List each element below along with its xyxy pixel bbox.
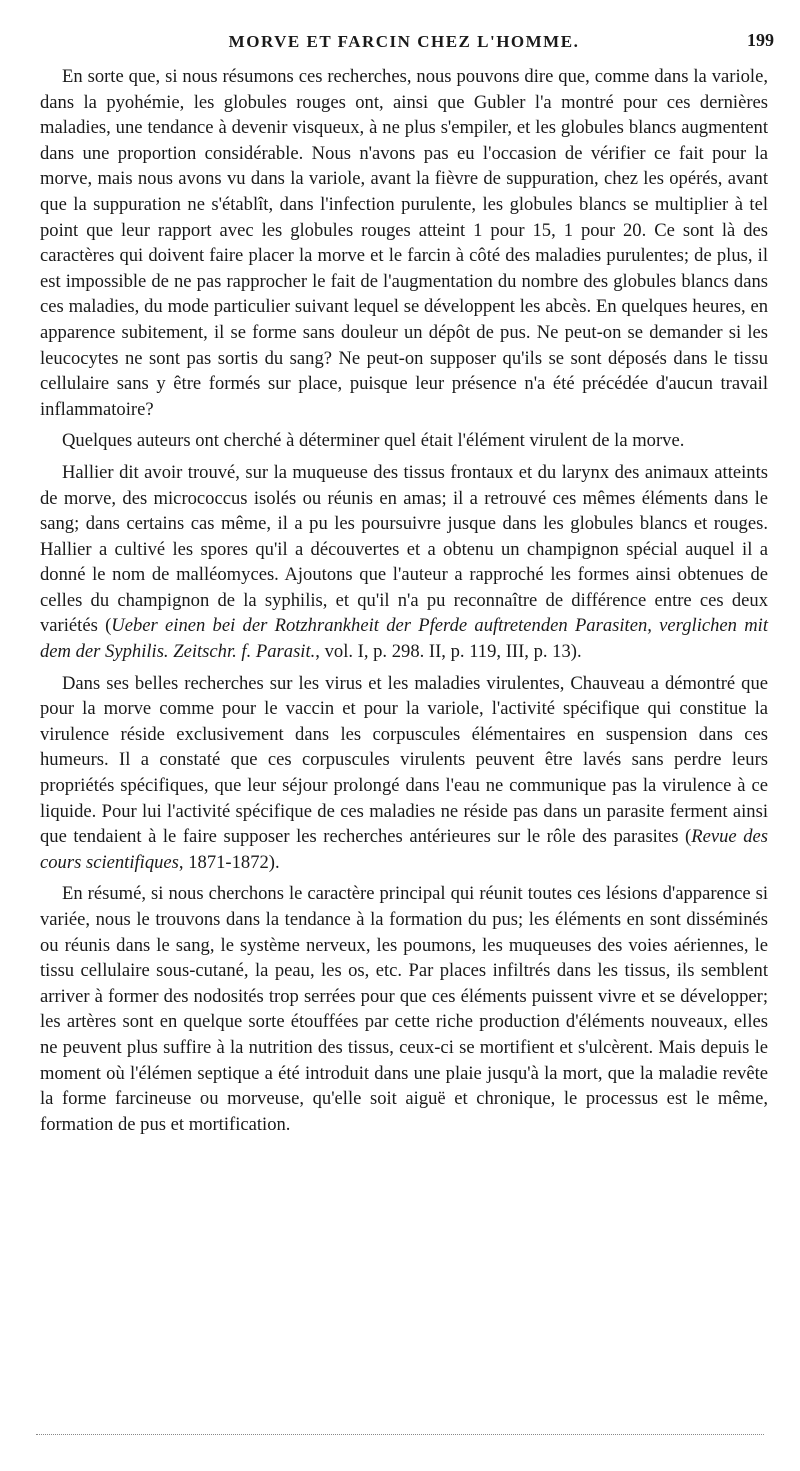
- page-number: 199: [747, 30, 774, 50]
- footer-rule: [36, 1434, 764, 1435]
- paragraph-4-citation: Revue des cours scientifiques: [40, 826, 768, 873]
- body-text: [40, 64, 768, 1137]
- paragraph-3-citation: Ueber einen bei der Rotzhrankheit der Pferde auftretenden Parasiten, verglichen mit dem der Syphilis. Zeitschr. f. Parasit.: [40, 615, 768, 663]
- running-title: MORVE ET FARCIN CHEZ L'HOMME.: [228, 32, 580, 51]
- paragraph-3-reference: , vol. I, p. 298. II, p. 119, III, p. 13).: [315, 641, 582, 663]
- paragraph-3: [40, 460, 768, 665]
- paragraph-3-text: Hallier dit avoir trouvé, sur la muqueuse des tissus frontaux et du larynx des animaux atteints de morve, des micrococcus isolés ou réunis en amas; il a retrouvé ces mêmes éléments dans le sang; dans certains cas même, il a pu les poursuivre jusque dans les globules blancs et rouges. Hallier a cultivé les spores qu'il a découvertes et a obtenu un champignon spécial auquel il a donné le nom de malléomyces. Ajoutons que l'auteur a rapproché les formes ainsi obtenues de celles du champignon de la syphilis, et qu'il n'a pu reconnaître de différence entre ces deux variétés (: [40, 461, 768, 637]
- paragraph-4-text: Dans ses belles recherches sur les virus et les maladies virulentes, Chauveau a démontré que pour la morve comme pour le vaccin et pour la variole, l'activité spécifique qui constitue la virulence réside exclusivement dans les corpuscules élémentaires en suspension dans ces humeurs. Il a constaté que ces corpuscules virulents peuvent être lavés sans perdre leurs propriétés spécifiques, que leur séjour prolongé dans l'eau ne communique pas la virulence à ce liquide. Pour lui l'activité spécifique de ces maladies ne réside pas dans un parasite ferment ainsi que tendaient à le faire supposer les recherches antérieures sur le rôle des parasites (: [40, 672, 768, 848]
- paragraph-1: En sorte que, si nous résumons ces recherches, nous pouvons dire que, comme dans la variole, dans la pyohémie, les globules rouges ont, ainsi que Gubler l'a montré pour ces dernières maladies, une tendance à devenir visqueux, à ne plus s'empiler, et les globules blancs augmentent dans une proportion considérable. Nous n'avons pas eu l'occasion de vérifier ce fait pour la morve, mais nous avons vu dans la variole, avant la fièvre de suppuration, chez les opérés, avant que la suppuration ne s'établît, dans l'infection purulente, les globules blancs se multiplier à tel point que leur rapport avec les globules rouges atteint 1 pour 15, 1 pour 20. Ce sont là des caractères qui doivent faire placer la morve et le farcin à côté des maladies purulentes; de plus, il est impossible de ne pas rapprocher le fait de l'augmentation du nombre des globules blancs dans ces maladies, du mode particulier suivant lequel se développent les abcès. En quelques heures, en apparence subitement, il se forme sans douleur un dépôt de pus. Ne peut-on se demander si les leucocytes ne sont pas sortis du sang? Ne peut-on supposer qu'ils se sont déposés dans le tissu cellulaire sans y être formés sur place, puisque leur présence n'a été précédée d'aucun travail inflammatoire?: [40, 66, 768, 420]
- paragraph-5: En résumé, si nous cherchons le caractère principal qui réunit toutes ces lésions d'apparence si variée, nous le trouvons dans la tendance à la formation du pus; les éléments en sont disséminés ou réunis dans le sang, le système nerveux, les poumons, les muqueuses des voies aériennes, le tissu cellulaire sous-cutané, la peau, les os, etc. Par places infiltrés dans les tissus, ils semblent arriver à former des nodosités trop serrées pour que ces éléments puissent vivre et se développer; les artères sont en quelque sorte étouffées par cette riche production d'éléments nouveaux, elles ne peuvent plus suffire à la nutrition des tissus, ceux-ci se mortifient et s'ulcèrent. Mais depuis le moment où l'élémen septique a été introduit dans une plaie jusqu'à la mort, que la maladie revête la forme farcineuse ou morveuse, qu'elle soit aiguë et chronique, le processus est le même, formation de pus et mortification.: [40, 883, 768, 1135]
- page: [40, 24, 774, 1137]
- paragraph-4: [40, 671, 768, 876]
- paragraph-2: Quelques auteurs ont cherché à déterminer quel était l'élément virulent de la morve.: [62, 430, 685, 452]
- paragraph-4-reference: , 1871-1872).: [178, 851, 280, 873]
- page-header: [40, 24, 774, 64]
